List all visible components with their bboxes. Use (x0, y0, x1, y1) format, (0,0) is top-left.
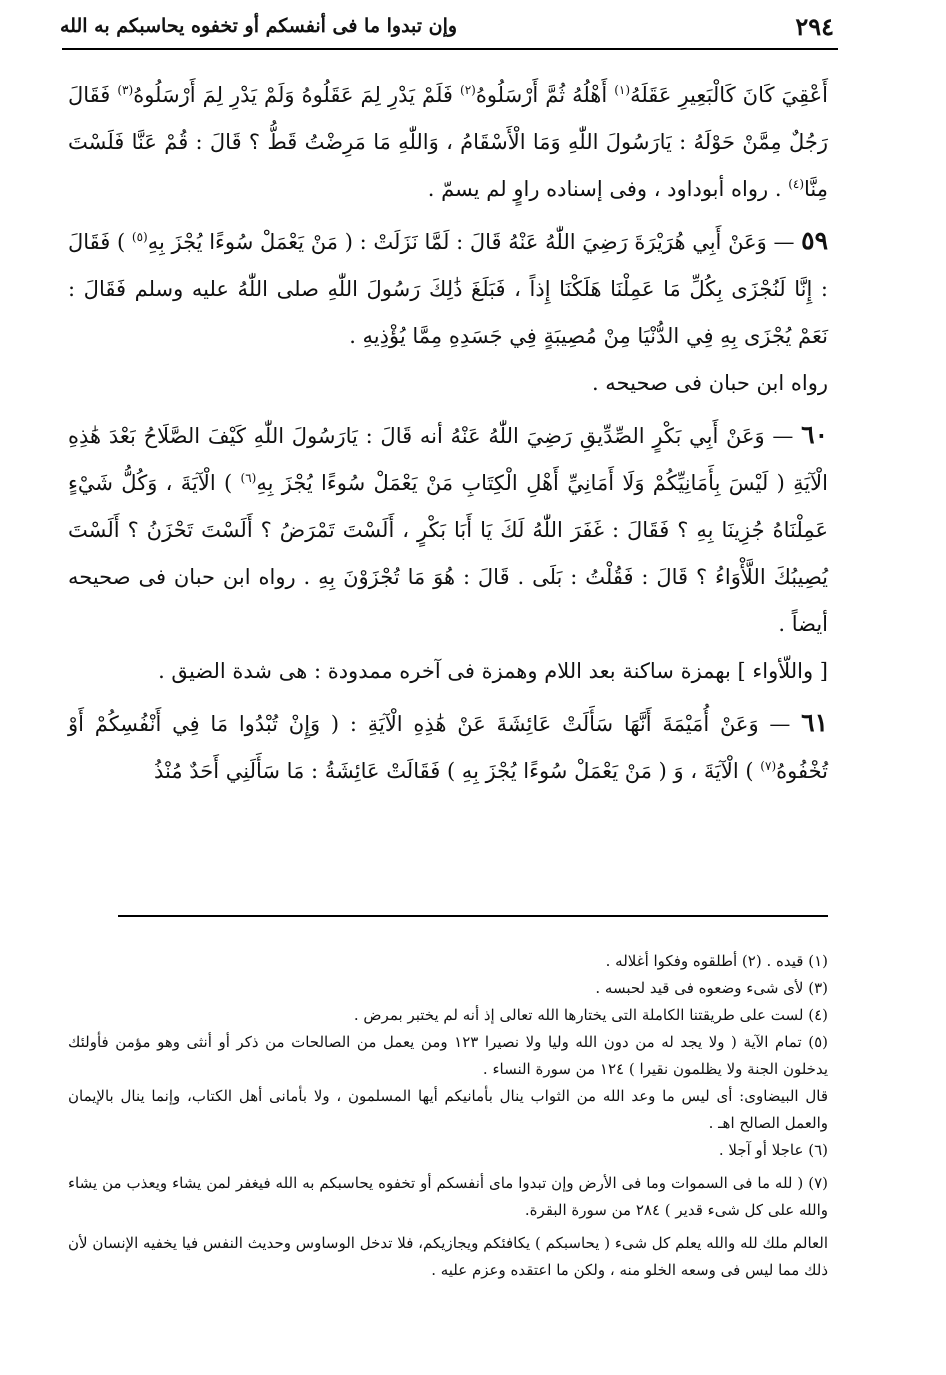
footnote-7-commentary: العالم ملك لله والله يعلم كل شىء ( يحاسبكم ) يكافئكم ويجازيكم، فلا تدخل الوساوس وحديث النفس فيا يخفيه الإنسان لأن ذلك مما ليس فى وسعه الخلو منه ، ولكن ما اعتقده وعزم عليه . (68, 1234, 828, 1279)
footnote-divider (118, 915, 828, 917)
hadith-61 (68, 699, 828, 795)
footnote-ref-7: (٧) (760, 759, 777, 773)
footnote-1-2: (١) قيده . (٢) أطلقوه وفكوا أغلاله . (605, 952, 828, 970)
hadith-text: — وَعَنْ أَبِي بَكْرٍ الصِّدِّيقِ رَضِيَ اللّٰهُ عَنْهُ أنه قَالَ : يَارَسُولَ اللّٰهِ كَيْفَ الصَّلَاحُ بَعْدَ هَٰذِهِ الْآيَةِ ( لَيْسَ بِأَمَانِيِّكُمْ وَلَا أَمَانِيِّ أَهْلِ الْكِتَابِ مَنْ يَعْمَلْ سُوءًا يُجْزَ بِهِ (68, 424, 828, 495)
hadith-text: ) الْآيَةَ ، وَ ( مَنْ يَعْمَلْ سُوءًا يُجْزَ بِهِ ) فَقَالَتْ عَائِشَةُ : مَا سَأَلَنِي أَحَدٌ مُنْذُ (153, 759, 761, 783)
intro-text-2: أَهْلُهُ ثُمَّ أَرْسَلُوهُ (475, 83, 615, 107)
page-header (60, 6, 834, 46)
hadith-text: — وَعَنْ أُمَيْمَةَ أَنَّهَا سَأَلَتْ عَائِشَةَ عَنْ هَٰذِهِ الْآيَةِ : ( وَإِنْ تُبْدُوا مَا فِي أَنْفُسِكُمْ أَوْ تُخْفُوهُ (68, 712, 828, 783)
footnote-ref-4: (٤) (788, 177, 805, 191)
intro-paragraph (68, 72, 828, 213)
hadith-59 (68, 217, 828, 360)
intro-text-4: فَقَالَ رَجُلٌ مِمَّنْ حَوْلَهُ : يَارَسُولَ اللّٰهِ وَمَا الْأَسْقَامُ ، وَاللّٰهِ مَا مَرِضْتُ قَطُّ ؟ قَالَ : قُمْ عَنَّا فَلَسْتَ مِنَّا (68, 83, 828, 201)
hadith-59-source: رواه ابن حبان فى صحيحه . (591, 371, 828, 395)
hadith-number: ٥٩ (801, 226, 828, 255)
hadith-text: ) الْآيَةَ ، وَكُلُّ شَيْءٍ عَمِلْنَاهُ جُزِينَا بِهِ ؟ فَقَالَ : غَفَرَ اللّٰهُ لَكَ يَا أَبَا بَكْرٍ ، أَلَسْتَ تَمْرَضُ ؟ أَلَسْتَ تَحْزَنُ ؟ أَلَسْتَ يُصِيبُكَ اللَّأْوَاءُ ؟ قَالَ : فَقُلْتُ : بَلَى . قَالَ : هُوَ مَا تُجْزَوْنَ بِهِ . رواه ابن حبان فى صحيحه أيضاً . (68, 471, 828, 636)
footnote-ref-5: (٥) (131, 230, 148, 244)
header-divider (62, 48, 838, 50)
footnotes (68, 948, 828, 1284)
intro-source: . رواه أبوداود ، وفى إسناده راوٍ لم يسمّ . (427, 177, 789, 201)
footnote-ref-6: (٦) (240, 471, 257, 485)
intro-text-3: فَلَمْ يَدْرِ لِمَ عَقَلُوهُ وَلَمْ يَدْرِ لِمَ أَرْسَلُوهُ (133, 83, 460, 107)
gloss-note: [ واللّأواء ] بهمزة ساكنة بعد اللام وهمزة فى آخره ممدودة : هى شدة الضيق . (158, 659, 828, 683)
footnote-4: (٤) لست على طريقتنا الكاملة التى يختارها الله تعالى إذ أنه لم يختبر بمرض . (353, 1006, 828, 1024)
hadith-text: — وَعَنْ أَبِي هُرَيْرَةَ رَضِيَ اللّٰهُ عَنْهُ قَالَ : لَمَّا نَزَلَتْ : ( مَنْ يَعْمَلْ سُوءًا يُجْزَ بِهِ (147, 230, 802, 254)
footnote-ref-3: (٣) (117, 83, 134, 97)
footnote-7: (٧) ( لله ما فى السموات وما فى الأرض وإن تبدوا ماى أنفسكم أو تخفوه يحاسبكم به الله فيغفر لمن يشاء ويعذب من يشاء والله على كل شىء قدير ) ٢٨٤ من سورة البقرة. (68, 1174, 828, 1219)
footnote-ref-2: (٢) (460, 83, 476, 97)
running-title: وإن تبدوا ما فى أنفسكم أو تخفوه يحاسبكم به الله (60, 15, 458, 37)
hadith-60 (68, 411, 828, 648)
footnote-6: (٦) عاجلا أو آجلا . (718, 1141, 828, 1159)
footnote-5-commentary: قال البيضاوى: أى ليس ما وعد الله من الثواب ينال بأمانيكم أيها المسلمون ، ولا بأمانى أهل الكتاب، وإنما ينال بالإيمان والعمل الصالح اهـ . (68, 1087, 828, 1132)
main-text (68, 72, 828, 795)
hadith-number: ٦١ (801, 708, 828, 737)
footnote-5: (٥) تمام الآية ( ولا يجد له من دون الله وليا ولا نصيرا ١٢٣ ومن يعمل من الصالحات من ذكر أو أنثى وهو مؤمن فأولئك يدخلون الجنة ولا يظلمون نقيرا ) ١٢٤ من سورة النساء . (68, 1033, 828, 1078)
footnote-3: (٣) لأى شىء وضعوه فى قيد لحبسه . (595, 979, 828, 997)
hadith-number: ٦٠ (801, 420, 828, 449)
hadith-text: ) فَقَالَ : إِنَّا لَنُجْزَى بِكُلِّ مَا عَمِلْنَا هَلَكْنَا إِذاً ، فَبَلَغَ ذَٰلِكَ رَسُولَ اللّٰهِ صلى اللّٰهُ عليه وسلم فَقَالَ : نَعَمْ يُجْزَى بِهِ فِي الدُّنْيَا مِنْ مُصِيبَةٍ فِي جَسَدِهِ مِمَّا يُؤْذِيهِ . (68, 230, 828, 348)
page-number: ٢٩٤ (795, 11, 834, 41)
footnote-ref-1: (١) (614, 83, 631, 97)
intro-text-1: أَعْقِيَ كَانَ كَالْبَعِيرِ عَقَلَهُ (630, 83, 829, 107)
